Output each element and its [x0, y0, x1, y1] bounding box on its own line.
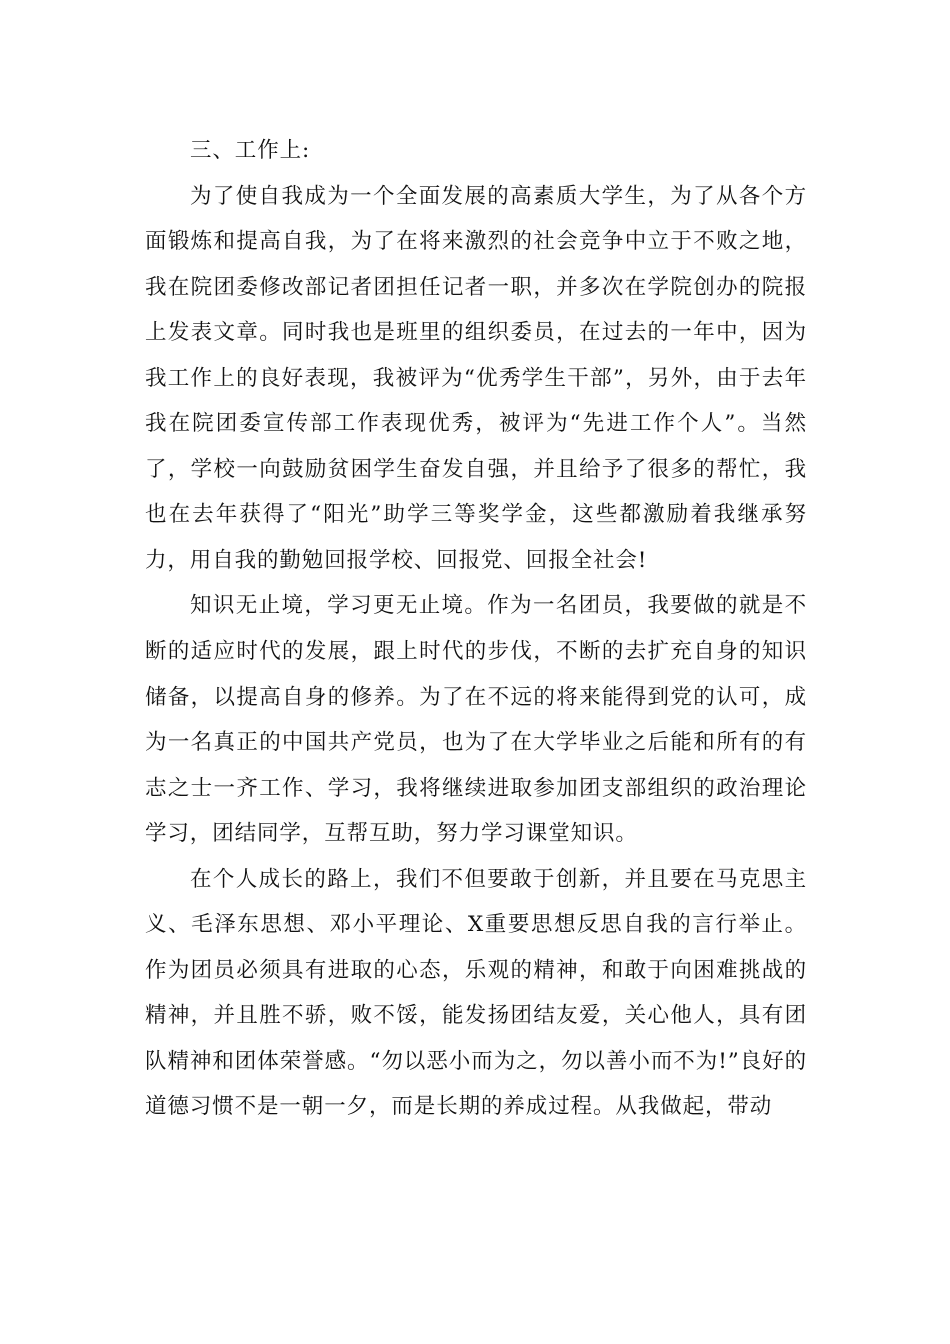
section-heading: 三、工作上: — [190, 138, 311, 163]
paragraph-growth: 在个人成长的路上，我们不但要敢于创新，并且要在马克思主义、毛泽东思想、邓小平理论、X重要思想反思自我的言行举止。作为团员必须具有进取的心态，乐观的精神，和敢于向困难挑战的精神，并且胜不骄，败不馁，能发扬团结友爱，关心他人，具有团队精神和团体荣誉感。“勿以恶小而为之，勿以善小而不为!”良好的道德习惯不是一朝一夕，而是长期的养成过程。从我做起，带动 — [145, 866, 807, 1120]
document-body — [145, 128, 807, 1130]
paragraph-work: 为了使自我成为一个全面发展的高素质大学生，为了从各个方面锻炼和提高自我，为了在将来激烈的社会竞争中立于不败之地，我在院团委修改部记者团担任记者一职，并多次在学院创办的院报上发表文章。同时我也是班里的组织委员，在过去的一年中，因为我工作上的良好表现，我被评为“优秀学生干部”，另外，由于去年我在院团委宣传部工作表现优秀，被评为“先进工作个人”。当然了，学校一向鼓励贫困学生奋发自强，并且给予了很多的帮忙，我也在去年获得了“阳光”助学三等奖学金，这些都激励着我继承努力，用自我的勤勉回报学校、回报党、回报全社会! — [145, 183, 807, 573]
paragraph-knowledge: 知识无止境，学习更无止境。作为一名团员，我要做的就是不断的适应时代的发展，跟上时代的步伐，不断的去扩充自身的知识储备，以提高自身的修养。为了在不远的将来能得到党的认可，成为一名真正的中国共产党员，也为了在大学毕业之后能和所有的有志之士一齐工作、学习，我将继续进取参加团支部组织的政治理论学习，团结同学，互帮互助，努力学习课堂知识。 — [145, 593, 807, 847]
